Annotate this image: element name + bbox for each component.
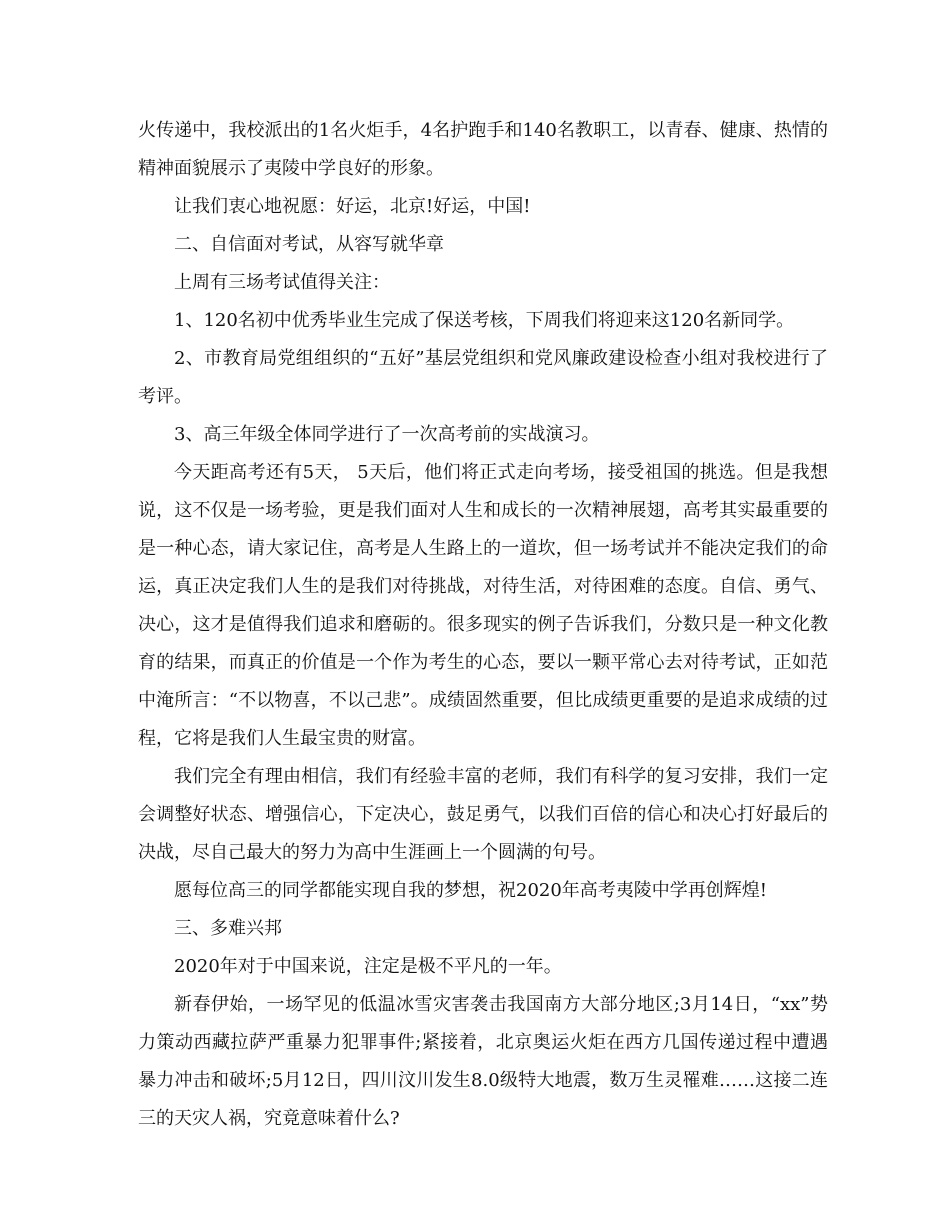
section-heading-exams: 二、自信面对考试，从容写就华章: [174, 234, 444, 255]
paragraph-exams-intro: 上周有三场考试值得关注：: [174, 272, 390, 293]
section-heading-adversity: 三、多难兴邦: [174, 918, 282, 939]
list-item-exam-1: 1、120名初中优秀毕业生完成了保送考核，下周我们将迎来这120名新同学。: [174, 310, 795, 331]
paragraph-confidence: 我们完全有理由相信，我们有经验丰富的老师，我们有科学的复习安排，我们一定会调整好状态、增强信心，下定决心，鼓足勇气，以我们百倍的信心和决心打好最后的决战，尽自己最大的努力为高中生涯画上一个圆满的句号。: [138, 766, 828, 863]
list-item-exam-3: 3、高三年级全体同学进行了一次高考前的实战演习。: [174, 424, 600, 445]
paragraph-year-intro: 2020年对于中国来说，注定是极不平凡的一年。: [174, 956, 562, 977]
paragraph-wish: 让我们衷心地祝愿：好运，北京!好运，中国!: [174, 196, 531, 217]
paragraph-gaokao-mindset: 今天距高考还有5天， 5天后，他们将正式走向考场，接受祖国的挑选。但是我想说，这不仅是一场考验，更是我们面对人生和成长的一次精神展翅，高考其实最重要的是一种心态，请大家记住，高考是人生路上的一道坎，但一场考试并不能决定我们的命运，真正决定我们人生的是我们对待挑战，对待生活，对待困难的态度。自信、勇气、决心，这才是值得我们追求和磨砺的。很多现实的例子告诉我们，分数只是一种文化教育的结果，而真正的价值是一个作为考生的心态，要以一颗平常心去对待考试，正如范中淹所言：“不以物喜，不以己悲”。成绩固然重要，但比成绩更重要的是追求成绩的过程，它将是我们人生最宝贵的财富。: [138, 462, 828, 749]
paragraph-torch-relay: 火传递中，我校派出的1名火炬手，4名护跑手和140名教职工，以青春、健康、热情的精神面貌展示了夷陵中学良好的形象。: [138, 120, 828, 179]
list-item-exam-2: 2、市教育局党组组织的“五好”基层党组织和党风廉政建设检查小组对我校进行了考评。: [138, 348, 828, 407]
document-body: [138, 112, 828, 1138]
paragraph-disasters: 新春伊始，一场罕见的低温冰雪灾害袭击我国南方大部分地区;3月14日，“xx”势力策动西藏拉萨严重暴力犯罪事件;紧接着，北京奥运火炬在西方几国传递过程中遭遇暴力冲击和破坏;5月12日，四川汶川发生8.0级特大地震，数万生灵罹难……这接二连三的天灾人祸，究竟意味着什么?: [138, 994, 828, 1129]
paragraph-best-wishes: 愿每位高三的同学都能实现自我的梦想，祝2020年高考夷陵中学再创辉煌!: [174, 880, 768, 901]
